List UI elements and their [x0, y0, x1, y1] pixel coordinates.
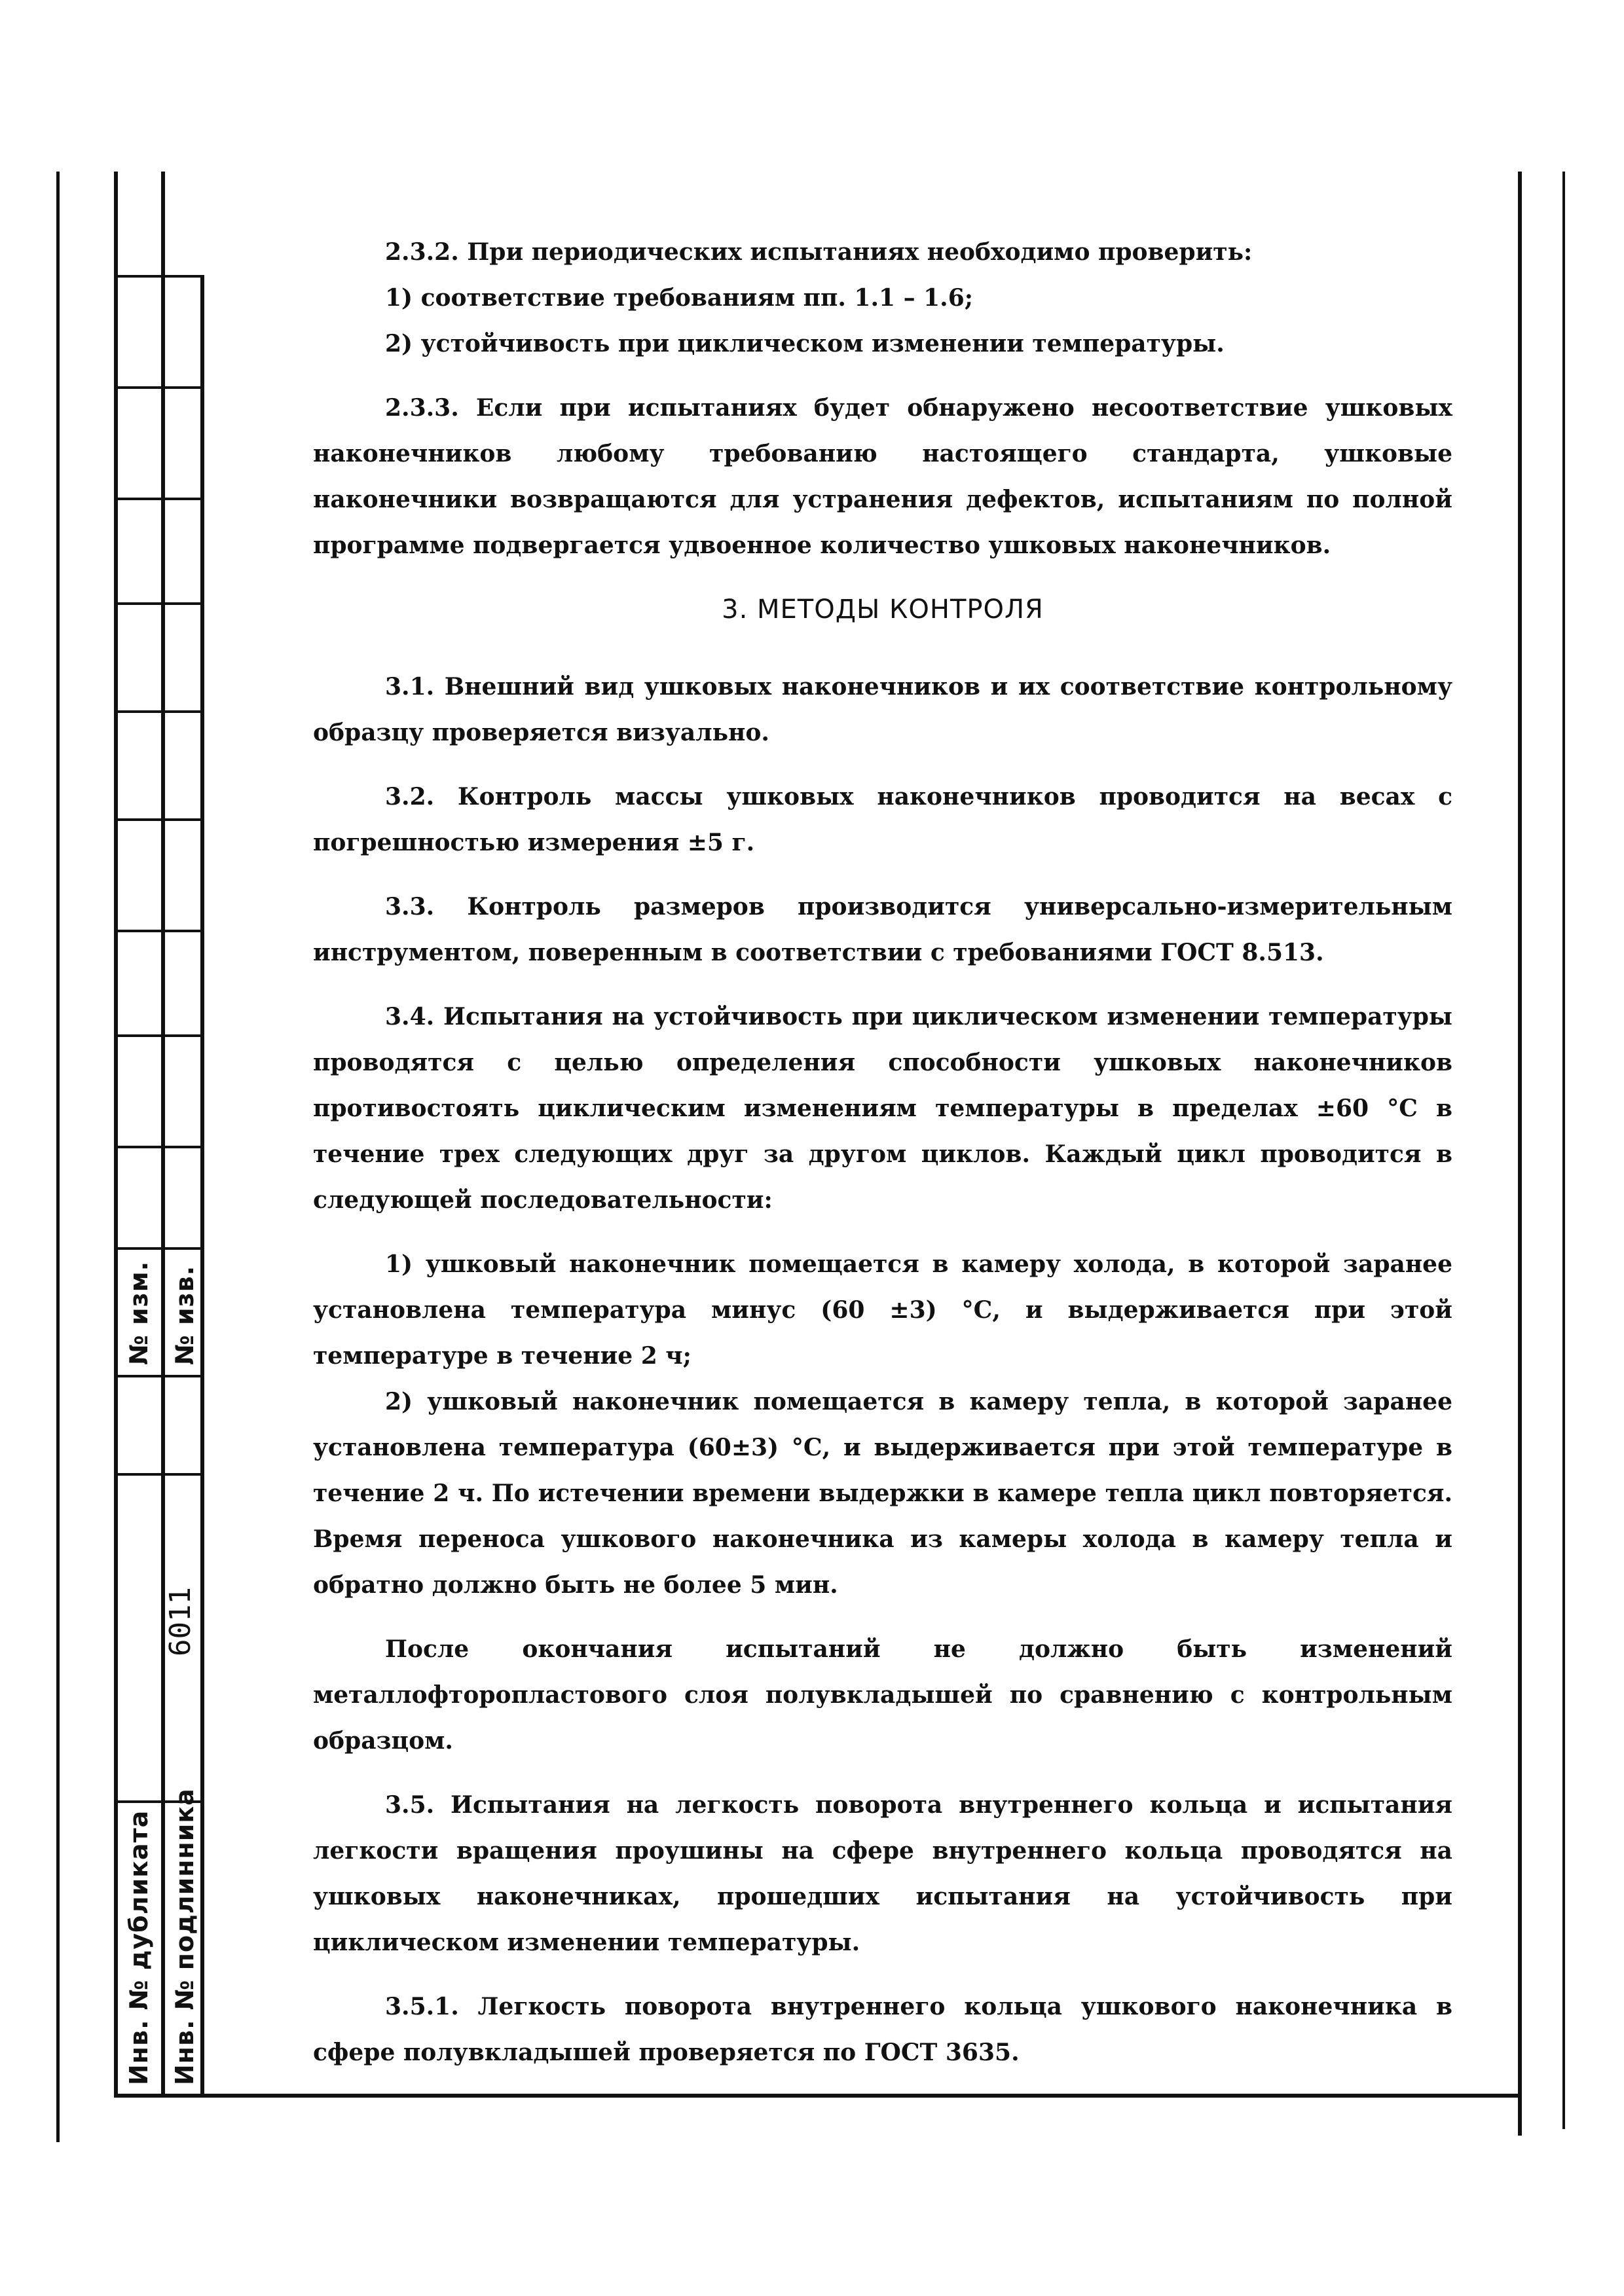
stamp-cell-line: [114, 930, 204, 932]
stamp-cell-line: [114, 386, 204, 389]
paragraph-3-4-item1: 1) ушковый наконечник помещается в камеру холода, в которой заранее установлена температура минус (60 ±3) °С, и выдерживается при этой температуре в течение 2 ч;: [313, 1250, 1452, 1370]
paragraph-2-3-2: 2.3.2. При периодических испытаниях необходимо проверить:: [385, 238, 1253, 266]
stamp-cell-line: [114, 1034, 204, 1037]
stamp-cell-line: [114, 818, 204, 821]
stamp-label-izm: № изм.: [124, 1260, 153, 1365]
paragraph-3-4-after: После окончания испытаний не должно быть изменений металлофторопластового слоя полувкладышей по сравнению с контрольным образцом.: [313, 1635, 1452, 1755]
paragraph-3-4: 3.4. Испытания на устойчивость при циклическом изменении температуры проводятся с целью определения способности ушковых наконечников противостоять циклическим изменениям температуры в пределах ±60 °С в течение трех следующих друг за другом циклов. Каждый цикл проводится в следующей последовательности:: [313, 1003, 1452, 1214]
section-heading-3: 3. МЕТОДЫ КОНТРОЛЯ: [722, 594, 1044, 625]
paragraph-3-5: 3.5. Испытания на легкость поворота внутреннего кольца и испытания легкости вращения проушины на сфере внутреннего кольца проводятся на ушковых наконечниках, прошедших испытания на устойчивость при циклическом изменении температуры.: [313, 1791, 1452, 1956]
frame-stamp-col2: [161, 172, 165, 2096]
stamp-cell-line: [114, 1375, 204, 1377]
frame-right-outer: [1562, 172, 1565, 2129]
paragraph-3-1: 3.1. Внешний вид ушковых наконечников и их соответствие контрольному образцу проверяется визуально.: [313, 673, 1452, 746]
stamp-inventory-number: 6011: [164, 1587, 197, 1656]
stamp-cell-line: [114, 710, 204, 713]
frame-stamp-col3: [200, 275, 204, 2096]
paragraph-2-3-3: 2.3.3. Если при испытаниях будет обнаружено несоответствие ушковых наконечников любому требованию настоящего стандарта, ушковые наконечники возвращаются для устранения дефектов, испытаниям по полной программе подвергается удвоенное количество ушковых наконечников.: [313, 394, 1452, 559]
frame-right: [1518, 172, 1522, 2136]
paragraph-2-3-2-item2: 2) устойчивость при циклическом изменении температуры.: [385, 330, 1225, 357]
stamp-cell-line: [114, 602, 204, 605]
stamp-cell-line: [114, 275, 204, 278]
paragraph-3-3: 3.3. Контроль размеров производится универсально-измерительным инструментом, поверенным в соответствии с требованиями ГОСТ 8.513.: [313, 893, 1452, 966]
paragraph-3-5-1: 3.5.1. Легкость поворота внутреннего кольца ушкового наконечника в сфере полувкладышей проверяется по ГОСТ 3635.: [313, 1993, 1452, 2066]
paragraph-3-4-item2: 2) ушковый наконечник помещается в камеру тепла, в которой заранее установлена температура (60±3) °С, и выдерживается при этой температуре в течение 2 ч. По истечении времени выдержки в камере тепла цикл повторяется. Время переноса ушкового наконечника из камеры холода в камеру тепла и обратно должно быть не более 5 мин.: [313, 1388, 1452, 1599]
paragraph-3-2: 3.2. Контроль массы ушковых наконечников проводится на весах с погрешностью измерения ±5 г.: [313, 783, 1452, 856]
document-body: [313, 229, 1452, 2094]
frame-bottom: [114, 2094, 1521, 2098]
stamp-label-original: Инв. № подлинника: [170, 1788, 199, 2085]
stamp-cell-line: [114, 498, 204, 500]
frame-stamp-col1: [114, 172, 118, 2096]
stamp-cell-line: [114, 1247, 204, 1250]
paragraph-2-3-2-item1: 1) соответствие требованиям пп. 1.1 – 1.6;: [385, 284, 974, 312]
frame-left-outer: [56, 172, 60, 2142]
stamp-label-duplicate: Инв. № дубликата: [124, 1810, 153, 2085]
stamp-cell-line: [114, 1473, 204, 1476]
stamp-cell-line: [114, 1146, 204, 1148]
stamp-label-izv: № изв.: [170, 1265, 199, 1365]
